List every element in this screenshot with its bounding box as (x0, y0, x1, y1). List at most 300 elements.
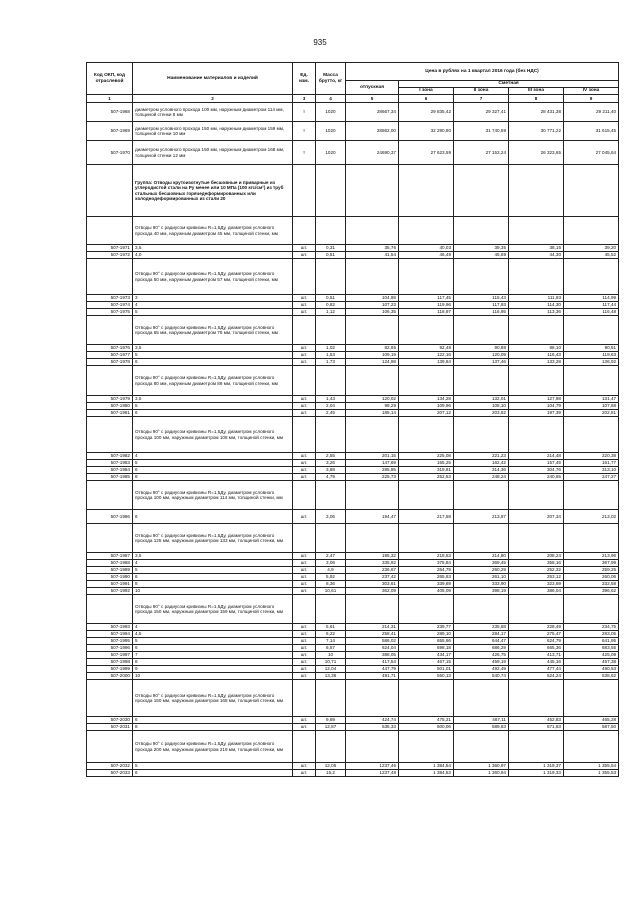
item-mass: 8,57 (316, 645, 346, 652)
price-otpusk: 35,76 (346, 245, 399, 252)
item-name: 5 (133, 352, 293, 359)
price-zone-1: 467,15 (399, 659, 454, 666)
price-zone-1: 289,10 (399, 631, 454, 638)
item-unit: шт. (293, 403, 316, 410)
item-mass: 2,47 (316, 553, 346, 560)
price-zone-2: 137,46 (454, 359, 509, 366)
price-zone-1: 239,77 (399, 624, 454, 631)
price-zone-3: 228,49 (509, 624, 564, 631)
price-otpusk: 258,41 (346, 631, 399, 638)
item-name: 6 (133, 359, 293, 366)
item-unit: шт. (293, 460, 316, 467)
item-code: 507-1994 (87, 631, 133, 638)
empty-cell (87, 680, 133, 717)
empty-cell (399, 316, 454, 345)
empty-cell (346, 524, 399, 553)
header-zone-3: III зона (509, 88, 564, 95)
subgroup-header-row (87, 524, 619, 553)
item-name: 3,5 (133, 396, 293, 403)
column-number: 9 (564, 95, 619, 103)
price-zone-3: 1 319,37 (509, 763, 564, 770)
table-row (87, 122, 619, 141)
price-zone-3: 665,36 (509, 645, 564, 652)
item-unit: шт. (293, 763, 316, 770)
item-name: диаметром условного прохода 150 мм, наружным диаметром 168 мм, толщиной стенки 12 мм (133, 141, 293, 165)
price-zone-4: 213,02 (564, 510, 619, 524)
subgroup-title: Отводы 90° с радиусом кривизны R=1,5Ду, диаметром условного прохода 100 мм, наружным диаметром 114 мм, толщиной стенки, мм (133, 481, 293, 510)
price-zone-4: 136,92 (564, 359, 619, 366)
price-zone-3: 28 431,38 (509, 103, 564, 122)
table-row (87, 724, 619, 731)
table-row (87, 453, 619, 460)
price-zone-1: 119,96 (399, 302, 454, 309)
empty-cell (509, 366, 564, 396)
item-unit: шт. (293, 410, 316, 417)
price-zone-4: 538,62 (564, 673, 619, 680)
empty-cell (509, 481, 564, 510)
column-number: 1 (87, 95, 133, 103)
item-name: 8 (133, 659, 293, 666)
price-table (86, 62, 619, 777)
price-zone-2: 540,74 (454, 673, 509, 680)
empty-cell (293, 524, 316, 553)
price-zone-3: 38,15 (509, 245, 564, 252)
item-code: 507-1990 (87, 574, 133, 581)
price-otpusk: 82,65 (346, 345, 399, 352)
empty-cell (87, 417, 133, 453)
item-mass: 3,06 (316, 510, 346, 524)
price-zone-3: 111,93 (509, 295, 564, 302)
price-otpusk: 104,98 (346, 295, 399, 302)
price-otpusk: 491,71 (346, 673, 399, 680)
item-unit: шт. (293, 673, 316, 680)
item-mass: 1020 (316, 141, 346, 165)
item-name: 5 (133, 309, 293, 316)
empty-cell (454, 417, 509, 453)
empty-cell (399, 680, 454, 717)
empty-cell (87, 217, 133, 245)
item-mass: 10,71 (316, 659, 346, 666)
price-zone-1: 265,63 (399, 574, 454, 581)
header-smetnaya: Сметная (399, 81, 619, 88)
item-name: 5 (133, 403, 293, 410)
price-zone-3: 114,30 (509, 302, 564, 309)
item-name: диаметром условного прохода 150 мм, наружным диаметром 159 мм, толщиной стенки 10 мм (133, 122, 293, 141)
price-zone-4: 213,96 (564, 553, 619, 560)
empty-cell (399, 366, 454, 396)
empty-cell (509, 417, 564, 453)
item-name: 5 (133, 638, 293, 645)
price-otpusk: 417,54 (346, 659, 399, 666)
item-mass: 0,51 (316, 252, 346, 259)
table-row (87, 352, 619, 359)
price-zone-2: 644,47 (454, 638, 509, 645)
table-row (87, 103, 619, 122)
item-unit: шт. (293, 666, 316, 673)
price-zone-4: 117,44 (564, 302, 619, 309)
item-name: 6 (133, 510, 293, 524)
empty-cell (87, 366, 133, 396)
header-zone-2: II зона (454, 88, 509, 95)
price-zone-1: 264,79 (399, 567, 454, 574)
price-zone-1: 122,16 (399, 352, 454, 359)
empty-cell (293, 417, 316, 453)
price-zone-2: 120,09 (454, 352, 509, 359)
empty-cell (346, 316, 399, 345)
price-zone-4: 90,51 (564, 345, 619, 352)
item-name: 4 (133, 560, 293, 567)
item-code: 507-1980 (87, 403, 133, 410)
table-row (87, 666, 619, 673)
subgroup-title: Отводы 90° с радиусом кривизны R=1,5Ду, диаметром условного прохода 50 мм, наружным диаметром 57 мм, толщиной стенки, мм (133, 259, 293, 295)
price-zone-1: 319,81 (399, 467, 454, 474)
item-code: 507-1999 (87, 666, 133, 673)
empty-cell (509, 595, 564, 624)
table-row (87, 345, 619, 352)
empty-cell (454, 316, 509, 345)
price-zone-4: 396,62 (564, 588, 619, 595)
price-otpusk: 24690,37 (346, 141, 399, 165)
item-name: 6 (133, 410, 293, 417)
item-name: 8 (133, 474, 293, 481)
price-zone-1: 375,84 (399, 560, 454, 567)
header-unit: Ед. изм. (293, 63, 316, 95)
table-row (87, 645, 619, 652)
table-row (87, 141, 619, 165)
subgroup-title: Отводы 90° с радиусом кривизны R=1,5Ду, диаметром условного прохода 80 мм, наружным диаметром 89 мм, толщиной стенки, мм (133, 366, 293, 396)
group-header-row (87, 165, 619, 217)
item-code: 507-1975 (87, 309, 133, 316)
empty-cell (454, 165, 509, 217)
price-zone-1: 40,03 (399, 245, 454, 252)
price-zone-3: 358,16 (509, 560, 564, 567)
price-zone-2: 29 327,41 (454, 103, 509, 122)
price-otpusk: 195,32 (346, 553, 399, 560)
empty-cell (293, 165, 316, 217)
item-mass: 1,02 (316, 345, 346, 352)
price-zone-4: 259,25 (564, 567, 619, 574)
column-number: 6 (399, 95, 454, 103)
price-zone-2: 369,45 (454, 560, 509, 567)
price-otpusk: 185,14 (346, 410, 399, 417)
price-zone-2: 686,29 (454, 645, 509, 652)
price-zone-3: 413,71 (509, 652, 564, 659)
item-name: 9 (133, 666, 293, 673)
item-mass: 0,31 (316, 245, 346, 252)
price-zone-3: 44,30 (509, 252, 564, 259)
price-zone-1: 600,06 (399, 724, 454, 731)
empty-cell (316, 481, 346, 510)
item-mass: 4,79 (316, 474, 346, 481)
price-zone-2: 27 153,24 (454, 141, 509, 165)
price-zone-1: 405,09 (399, 588, 454, 595)
price-zone-4: 490,53 (564, 666, 619, 673)
price-zone-3: 207,34 (509, 510, 564, 524)
price-zone-3: 275,47 (509, 631, 564, 638)
item-code: 507-1984 (87, 467, 133, 474)
item-name: 8 (133, 724, 293, 731)
price-zone-1: 109,96 (399, 403, 454, 410)
item-name: 3 (133, 295, 293, 302)
table-row (87, 252, 619, 259)
item-name: 4,0 (133, 252, 293, 259)
item-mass: 12,87 (316, 724, 346, 731)
price-zone-1: 550,13 (399, 673, 454, 680)
table-row (87, 638, 619, 645)
header-zone-1: I зона (399, 88, 454, 95)
item-code: 507-1995 (87, 638, 133, 645)
table-row (87, 581, 619, 588)
price-zone-4: 313,10 (564, 467, 619, 474)
empty-cell (399, 731, 454, 763)
price-zone-2: 492,49 (454, 666, 509, 673)
price-zone-1: 1 384,53 (399, 770, 454, 777)
table-row (87, 245, 619, 252)
item-unit: шт. (293, 631, 316, 638)
table-row (87, 553, 619, 560)
empty-cell (564, 217, 619, 245)
price-otpusk: 237,42 (346, 574, 399, 581)
item-unit: шт. (293, 553, 316, 560)
empty-cell (509, 680, 564, 717)
price-zone-4: 29 211,40 (564, 103, 619, 122)
empty-cell (316, 316, 346, 345)
price-zone-3: 104,79 (509, 403, 564, 410)
price-zone-1: 252,53 (399, 474, 454, 481)
column-number: 8 (509, 95, 564, 103)
item-unit: шт. (293, 467, 316, 474)
price-otpusk: 303,61 (346, 581, 399, 588)
price-zone-4: 367,99 (564, 560, 619, 567)
price-zone-4: 107,68 (564, 403, 619, 410)
item-code: 507-1991 (87, 581, 133, 588)
column-number: 5 (346, 95, 399, 103)
empty-cell (399, 417, 454, 453)
price-zone-3: 253,12 (509, 574, 564, 581)
price-zone-4: 641,95 (564, 638, 619, 645)
item-unit: шт. (293, 588, 316, 595)
price-zone-2: 31 740,59 (454, 122, 509, 141)
price-otpusk: 536,33 (346, 724, 399, 731)
item-unit: шт. (293, 302, 316, 309)
item-mass: 3,26 (316, 460, 346, 467)
table-row (87, 396, 619, 403)
price-zone-3: 88,10 (509, 345, 564, 352)
empty-cell (509, 731, 564, 763)
price-zone-1: 655,66 (399, 638, 454, 645)
price-zone-4: 116,48 (564, 309, 619, 316)
item-mass: 5,92 (316, 574, 346, 581)
empty-cell (346, 731, 399, 763)
empty-cell (316, 217, 346, 245)
empty-cell (399, 165, 454, 217)
item-unit: шт. (293, 652, 316, 659)
price-otpusk: 225,73 (346, 474, 399, 481)
subgroup-title: Отводы 90° с радиусом кривизны R=1,5Ду, диаметром условного прохода 125 мм, наружным диаметром 133 мм, толщиной стенки, мм (133, 524, 293, 553)
empty-cell (346, 481, 399, 510)
price-zone-3: 113,36 (509, 309, 564, 316)
price-otpusk: 586,02 (346, 638, 399, 645)
item-mass: 12,05 (316, 763, 346, 770)
empty-cell (454, 595, 509, 624)
header-zone-4: IV зона (564, 88, 619, 95)
empty-cell (316, 731, 346, 763)
item-mass: 1020 (316, 103, 346, 122)
price-zone-3: 1 319,33 (509, 770, 564, 777)
price-zone-2: 1 360,94 (454, 770, 509, 777)
table-row (87, 574, 619, 581)
header-code: Код ОКП, код отраслевой (87, 63, 133, 95)
empty-cell (293, 481, 316, 510)
empty-cell (346, 165, 399, 217)
price-otpusk: 388,05 (346, 652, 399, 659)
item-name: 4 (133, 302, 293, 309)
empty-cell (87, 481, 133, 510)
item-code: 507-1986 (87, 510, 133, 524)
empty-cell (454, 731, 509, 763)
empty-cell (399, 595, 454, 624)
empty-cell (399, 524, 454, 553)
price-zone-2: 235,68 (454, 624, 509, 631)
table-row (87, 302, 619, 309)
price-otpusk: 106,35 (346, 309, 399, 316)
price-zone-4: 220,38 (564, 453, 619, 460)
column-numbers-row (87, 95, 619, 103)
price-zone-3: 252,32 (509, 567, 564, 574)
empty-cell (346, 366, 399, 396)
item-mass: 10 (316, 652, 346, 659)
item-mass: 0,82 (316, 302, 346, 309)
item-mass: 1020 (316, 122, 346, 141)
item-code: 507-1973 (87, 295, 133, 302)
header-price-title: Цена в рублях на 1 квартал 2016 года (без НДС) (346, 63, 619, 81)
item-mass: 1,73 (316, 359, 346, 366)
price-zone-2: 39,35 (454, 245, 509, 252)
price-otpusk: 335,92 (346, 560, 399, 567)
price-zone-1: 698,18 (399, 645, 454, 652)
price-zone-2: 1 360,97 (454, 763, 509, 770)
price-otpusk: 201,15 (346, 453, 399, 460)
price-otpusk: 147,69 (346, 460, 399, 467)
empty-cell (346, 680, 399, 717)
empty-cell (293, 366, 316, 396)
column-number: 2 (133, 95, 293, 103)
item-name: 5 (133, 460, 293, 467)
column-number: 4 (316, 95, 346, 103)
item-name: 10 (133, 588, 293, 595)
empty-cell (293, 595, 316, 624)
price-zone-3: 524,24 (509, 673, 564, 680)
empty-cell (87, 316, 133, 345)
price-otpusk: 194,47 (346, 510, 399, 524)
price-otpusk: 424,74 (346, 717, 399, 724)
table-row (87, 770, 619, 777)
empty-cell (316, 165, 346, 217)
price-zone-3: 127,98 (509, 396, 564, 403)
item-mass: 1,43 (316, 396, 346, 403)
table-row (87, 295, 619, 302)
subgroup-header-row (87, 259, 619, 295)
price-zone-3: 157,45 (509, 460, 564, 467)
empty-cell (509, 524, 564, 553)
table-row (87, 631, 619, 638)
price-zone-4: 1 355,53 (564, 770, 619, 777)
price-zone-2: 132,01 (454, 396, 509, 403)
price-otpusk: 1237,48 (346, 770, 399, 777)
price-zone-2: 203,62 (454, 410, 509, 417)
item-mass: 1,53 (316, 352, 346, 359)
empty-cell (454, 217, 509, 245)
price-zone-2: 398,19 (454, 588, 509, 595)
price-otpusk: 447,79 (346, 666, 399, 673)
price-zone-2: 261,10 (454, 574, 509, 581)
item-unit: шт. (293, 396, 316, 403)
item-name: 3,5 (133, 245, 293, 252)
item-mass: 2,55 (316, 453, 346, 460)
subgroup-title: Отводы 90° с радиусом кривизны R=1,5Ду, диаметром условного прохода 150 мм, наружным диаметром 168 мм, толщиной стенки, мм (133, 680, 293, 717)
price-zone-2: 116,95 (454, 309, 509, 316)
empty-cell (564, 316, 619, 345)
subgroup-title: Отводы 90° с радиусом кривизны R=1,5Ду, диаметром условного прохода 150 мм, наружным диаметром 159 мм, толщиной стенки, мм (133, 595, 293, 624)
subgroup-header-row (87, 680, 619, 717)
price-zone-4: 39,20 (564, 245, 619, 252)
price-zone-3: 240,65 (509, 474, 564, 481)
price-zone-3: 571,83 (509, 724, 564, 731)
empty-cell (87, 595, 133, 624)
price-otpusk: 1237,46 (346, 763, 399, 770)
empty-cell (564, 524, 619, 553)
item-code: 507-1972 (87, 252, 133, 259)
item-unit: шт. (293, 567, 316, 574)
price-zone-1: 29 835,42 (399, 103, 454, 122)
subgroup-header-row (87, 366, 619, 396)
item-name: 5 (133, 567, 293, 574)
page-number: 935 (313, 38, 327, 47)
price-zone-1: 225,08 (399, 453, 454, 460)
price-otpusk: 109,19 (346, 352, 399, 359)
item-mass: 10,61 (316, 588, 346, 595)
subgroup-header-row (87, 731, 619, 763)
item-code: 507-1985 (87, 474, 133, 481)
item-code: 507-1976 (87, 345, 133, 352)
column-number: 7 (454, 95, 509, 103)
price-otpusk: 285,85 (346, 467, 399, 474)
item-code: 507-1982 (87, 453, 133, 460)
empty-cell (509, 259, 564, 295)
item-unit: т (293, 141, 316, 165)
empty-cell (564, 259, 619, 295)
price-zone-1: 46,49 (399, 252, 454, 259)
empty-cell (87, 165, 133, 217)
price-zone-2: 333,90 (454, 581, 509, 588)
price-zone-3: 30 771,22 (509, 122, 564, 141)
price-otpusk: 28667,34 (346, 103, 399, 122)
price-zone-3: 214,48 (509, 453, 564, 460)
empty-cell (316, 524, 346, 553)
item-name: диаметром условного прохода 100 мм, наружным диаметром 114 мм, толщиной стенки 8 мм (133, 103, 293, 122)
price-zone-2: 221,23 (454, 453, 509, 460)
empty-cell (346, 417, 399, 453)
item-name: 3,5 (133, 553, 293, 560)
table-row (87, 673, 619, 680)
price-zone-2: 214,80 (454, 553, 509, 560)
empty-cell (564, 366, 619, 396)
price-zone-4: 425,09 (564, 652, 619, 659)
price-zone-1: 218,53 (399, 553, 454, 560)
item-mass: 0,51 (316, 295, 346, 302)
price-otpusk: 362,09 (346, 588, 399, 595)
subgroup-header-row (87, 481, 619, 510)
